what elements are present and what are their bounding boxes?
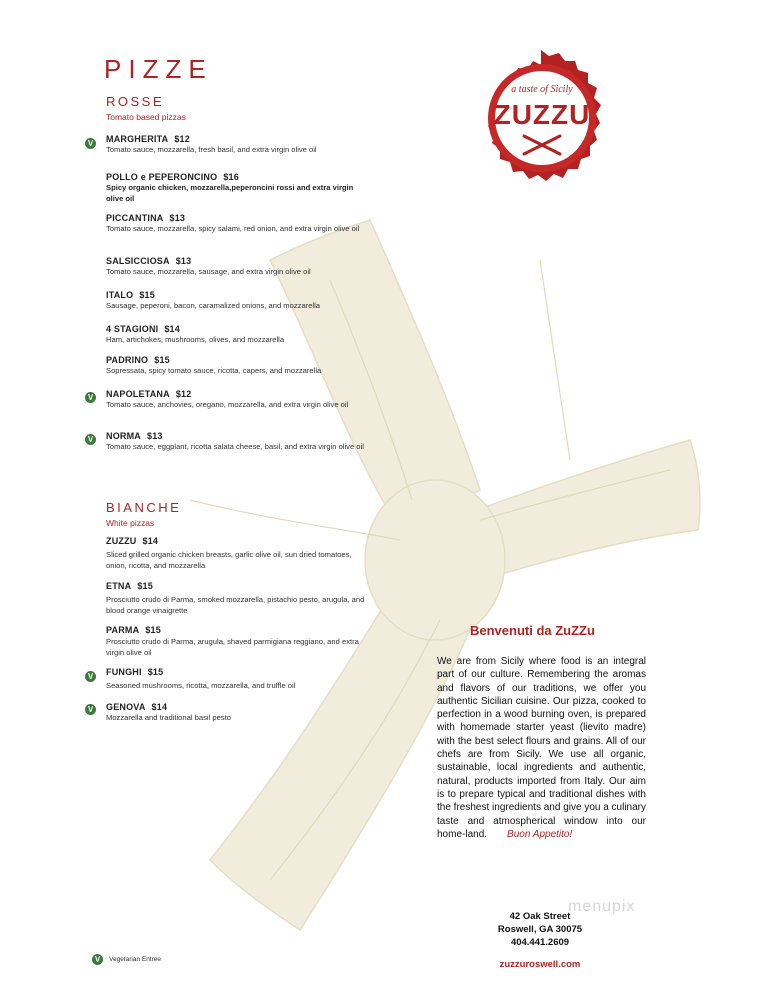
item-price: $15 [147,667,164,677]
item-name: ITALO [106,290,134,300]
address-street: 42 Oak Street [509,911,571,922]
menu-item [106,172,368,204]
menu-item [106,667,368,692]
menu-item [106,213,368,235]
welcome-body: We are from Sicily where food is an integral part of our culture. Remembering the aromas and flavors of our traditions, we offer you authentic Sicilian cuisine. Our pizza, cooked to perfection in a wood burning oven, is prepared with homemade starter yeast (lievito madre) with the best select flours and grains. All of our chefs are from Sicily. We use all organic, sustainable, local ingredients and authentic, natural, products imported from Italy. Our aim is to prepare typical and traditional dishes with the freshest ingredients and give you a culinary taste and atmospherical window into our home-land. [437,656,647,840]
item-description: Sliced grilled organic chicken breasts, garlic olive oil, sun dried tomatoes, onion, ricotta, and mozzarella [106,550,352,570]
menu-item [106,581,368,616]
item-price: $14 [142,536,159,546]
menu-item [106,431,368,453]
section-subtitle-rosse: Tomato based pizzas [106,112,186,122]
website-link[interactable]: zuzzuroswell.com [499,959,581,970]
item-name: SALSICCIOSA [106,256,170,266]
item-price: $14 [164,324,180,334]
item-description: Tomato sauce, mozzarella, spicy salami, red onion, and extra virgin olive oil [106,224,360,233]
item-description: Prosciutto crudo di Parma, smoked mozzarella, pistachio pesto, arugula, and blood orange vinaigrette [106,595,365,615]
vegetarian-icon: V [85,671,96,682]
menu-item [106,134,368,156]
item-description: Spicy organic chicken, mozzarella,peperoncini rossi and extra virgin olive oil [106,183,354,203]
item-price: $14 [151,702,168,712]
menu-item [106,290,368,312]
item-description: Tomato sauce, anchovies, oregano, mozzarella, and extra virgin olive oil [106,400,349,409]
menu-item [106,625,368,658]
item-name: PARMA [106,625,140,635]
welcome-text [437,655,646,841]
menu-item [106,536,368,571]
item-name: POLLO e PEPERONCINO [106,172,218,182]
item-name: GENOVA [106,702,146,712]
item-price: $15 [139,290,155,300]
menu-item [106,256,368,278]
logo-tagline: a taste of Sicily [511,84,573,95]
section-title-rosse: ROSSE [106,94,165,109]
item-description: Mozzarella and traditional basil pesto [106,713,231,722]
section-subtitle-bianche: White pizzas [106,518,155,528]
vegetarian-icon: V [85,704,96,715]
section-title-bianche: BIANCHE [106,500,182,515]
item-price: $15 [137,581,153,591]
menu-item [106,389,368,411]
vegetarian-icon: V [85,138,96,149]
phone-number: 404.441.2609 [510,937,570,948]
item-price: $16 [223,172,239,182]
item-name: 4 STAGIONI [106,324,159,334]
menu-item [106,324,368,346]
legend [92,954,161,965]
watermark: menupix [568,898,636,915]
item-name: FUNGHI [106,667,142,677]
legend-label: Vegetarian Entree [109,956,162,964]
item-name: PICCANTINA [106,213,164,223]
item-price: $15 [154,355,170,365]
menu-item [106,355,368,377]
page-title: PIZZE [104,54,213,84]
item-name: PADRINO [106,355,149,365]
item-description: Sausage, peperoni, bacon, caramalized onions, and mozzarella [106,301,321,310]
zuzzu-logo [466,40,616,190]
address-block [480,910,600,949]
item-price: $12 [174,134,190,144]
item-description: Tomato sauce, mozzarella, sausage, and extra virgin olive oil [106,267,311,276]
item-name: MARGHERITA [106,134,169,144]
item-description: Tomato sauce, mozzarella, fresh basil, and extra virgin olive oil [106,145,317,154]
welcome-signoff: Buon Appetito! [507,828,573,840]
item-description: Tomato sauce, eggplant, ricotta salata cheese, basil, and extra virgin olive oil [106,442,364,451]
item-description: Sopressata, spicy tomato sauce, ricotta, capers, and mozzarella [106,366,322,375]
item-price: $13 [169,213,186,223]
item-description: Prosciutto crudo di Parma, arugula, shaved parmigiana reggiano, and extra virgin olive oil [106,637,359,657]
vegetarian-icon: V [85,434,96,445]
item-price: $13 [175,256,192,266]
welcome-title: Benvenuti da ZuZZu [470,623,595,638]
address-city: Roswell, GA 30075 [497,924,583,935]
item-name: NAPOLETANA [106,389,170,399]
item-price: $15 [145,625,161,635]
menu-item [106,702,368,724]
vegetarian-icon: V [92,954,103,965]
vegetarian-icon: V [85,392,96,403]
item-name: ETNA [106,581,132,591]
item-price: $12 [175,389,192,399]
item-price: $13 [147,431,163,441]
item-name: ZUZZU [106,536,137,546]
item-name: NORMA [106,431,141,441]
item-description: Seasoned mushrooms, ricotta, mozzarella, and truffle oil [106,681,296,690]
logo-name: ZUZZU [493,99,591,130]
item-description: Ham, artichokes, mushrooms, olives, and mozzarella [106,335,285,344]
